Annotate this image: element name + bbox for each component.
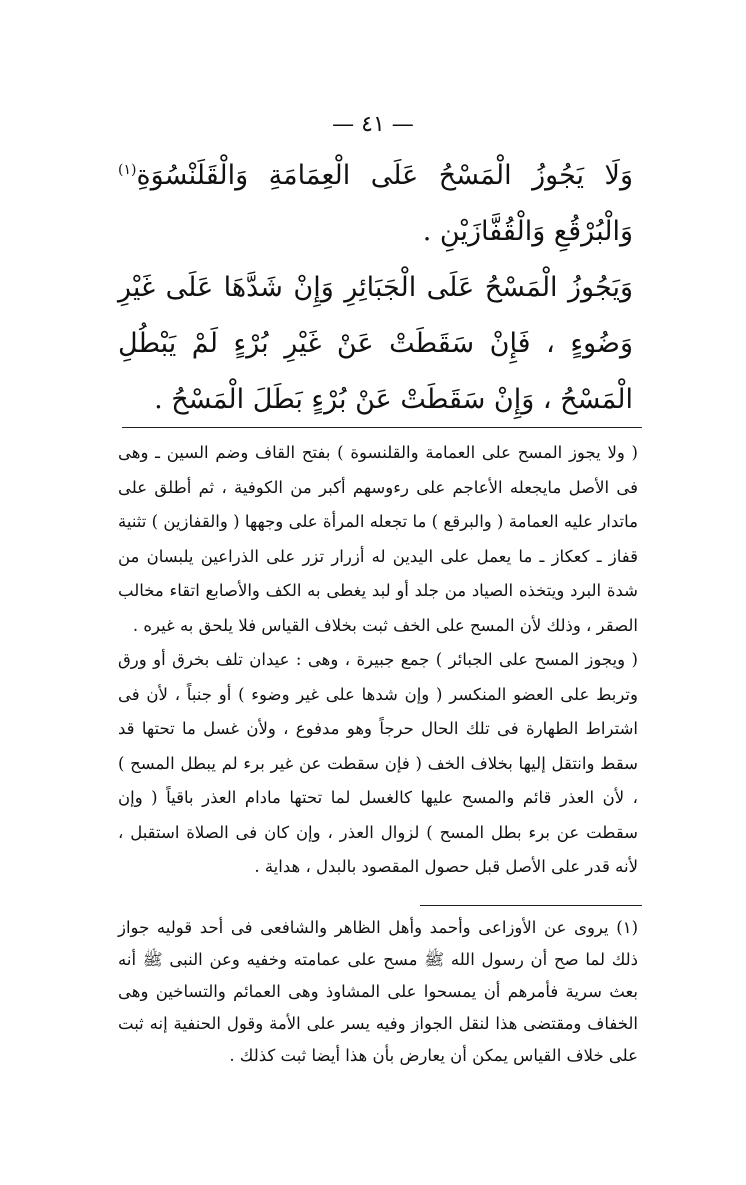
footnote-marker: (١) <box>118 162 137 178</box>
main-paragraph-1-text: وَلَا يَجُوزُ الْمَسْحُ عَلَى الْعِمَامَةِ وَالْقَلَنْسُوَةِ <box>136 160 633 191</box>
commentary <box>118 436 638 885</box>
footnote <box>118 912 638 1072</box>
main-paragraph-1 <box>118 148 633 260</box>
main-paragraph-1-continued: وَالْبُرْقُعِ وَالْقُفَّازَيْنِ . <box>422 216 633 247</box>
page-number: — ٤١ — <box>332 112 414 137</box>
footnote-text: (١) يروى عن الأوزاعى وأحمد وأهل الظاهر والشافعى فى أحد قوليه جواز ذلك لما صح أن رسول الله ﷺ مسح على عمامته وخفيه وعن النبى ﷺ أنه بعث سرية فأمرهم أن يمسحوا على المشاوذ وهى العمائم والتساخين وهى الخفاف ومقتضى هذا لنقل الجواز وفيه يسر على الأمة وقول الحنفية إنه ثبت على خلاف القياس يمكن أن يعارض بأن هذا أيضا ثبت كذلك . <box>118 918 638 1065</box>
commentary-paragraph-1: ( ولا يجوز المسح على العمامة والقلنسوة ) بفتح القاف وضم السين ـ وهى فى الأصل مايجعله الأعاجم على رءوسهم أكبر من الكوفية ، ثم أطلق على ماتدار عليه العمامة ( والبرقع ) ما تجعله المرأة على وجهها ( والقفازين ) تثنية قفاز ـ كعكاز ـ ما يعمل على اليدين له أزرار تزر على الذراعين يلبسان من شدة البرد ويتخذه الصياد من جلد أو لبد يغطى به الكف والأصابع اتقاء مخالب الصقر ، وذلك لأن المسح على الخف ثبت بخلاف القياس فلا يلحق به غيره . <box>118 443 638 635</box>
footnote-divider <box>420 905 642 906</box>
commentary-paragraph-2: ( ويجوز المسح على الجبائر ) جمع جبيرة ، وهى : عيدان تلف بخرق أو ورق وتربط على العضو المنكسر ( وإن شدها على غير وضوء ) أو جنباً ، لأن فى اشتراط الطهارة فى تلك الحال حرجاً وهو مدفوع ، ولأن غسل ما تحتها قد سقط وانتقل إليها بخلاف الخف ( فإن سقطت عن غير برء لم يبطل المسح ) ، لأن العذر قائم والمسح عليها كالغسل لما تحتها مادام العذر باقياً ( وإن سقطت عن برء بطل المسح ) لزوال العذر ، وإن كان فى الصلاة استقبل ، لأنه قدر على الأصل قبل حصول المقصود بالبدل ، هداية . <box>118 650 638 876</box>
main-paragraph-2: وَيَجُوزُ الْمَسْحُ عَلَى الْجَبَائِرِ وَإِنْ شَدَّهَا عَلَى غَيْرِ وَضُوءٍ ، فَإِنْ سَقَطَتْ عَنْ غَيْرِ بُرْءٍ لَمْ يَبْطُلِ الْمَسْحُ ، وَإِنْ سَقَطَتْ عَنْ بُرْءٍ بَطَلَ الْمَسْحُ . <box>118 272 633 415</box>
section-divider <box>122 427 642 428</box>
main-text <box>118 148 633 428</box>
